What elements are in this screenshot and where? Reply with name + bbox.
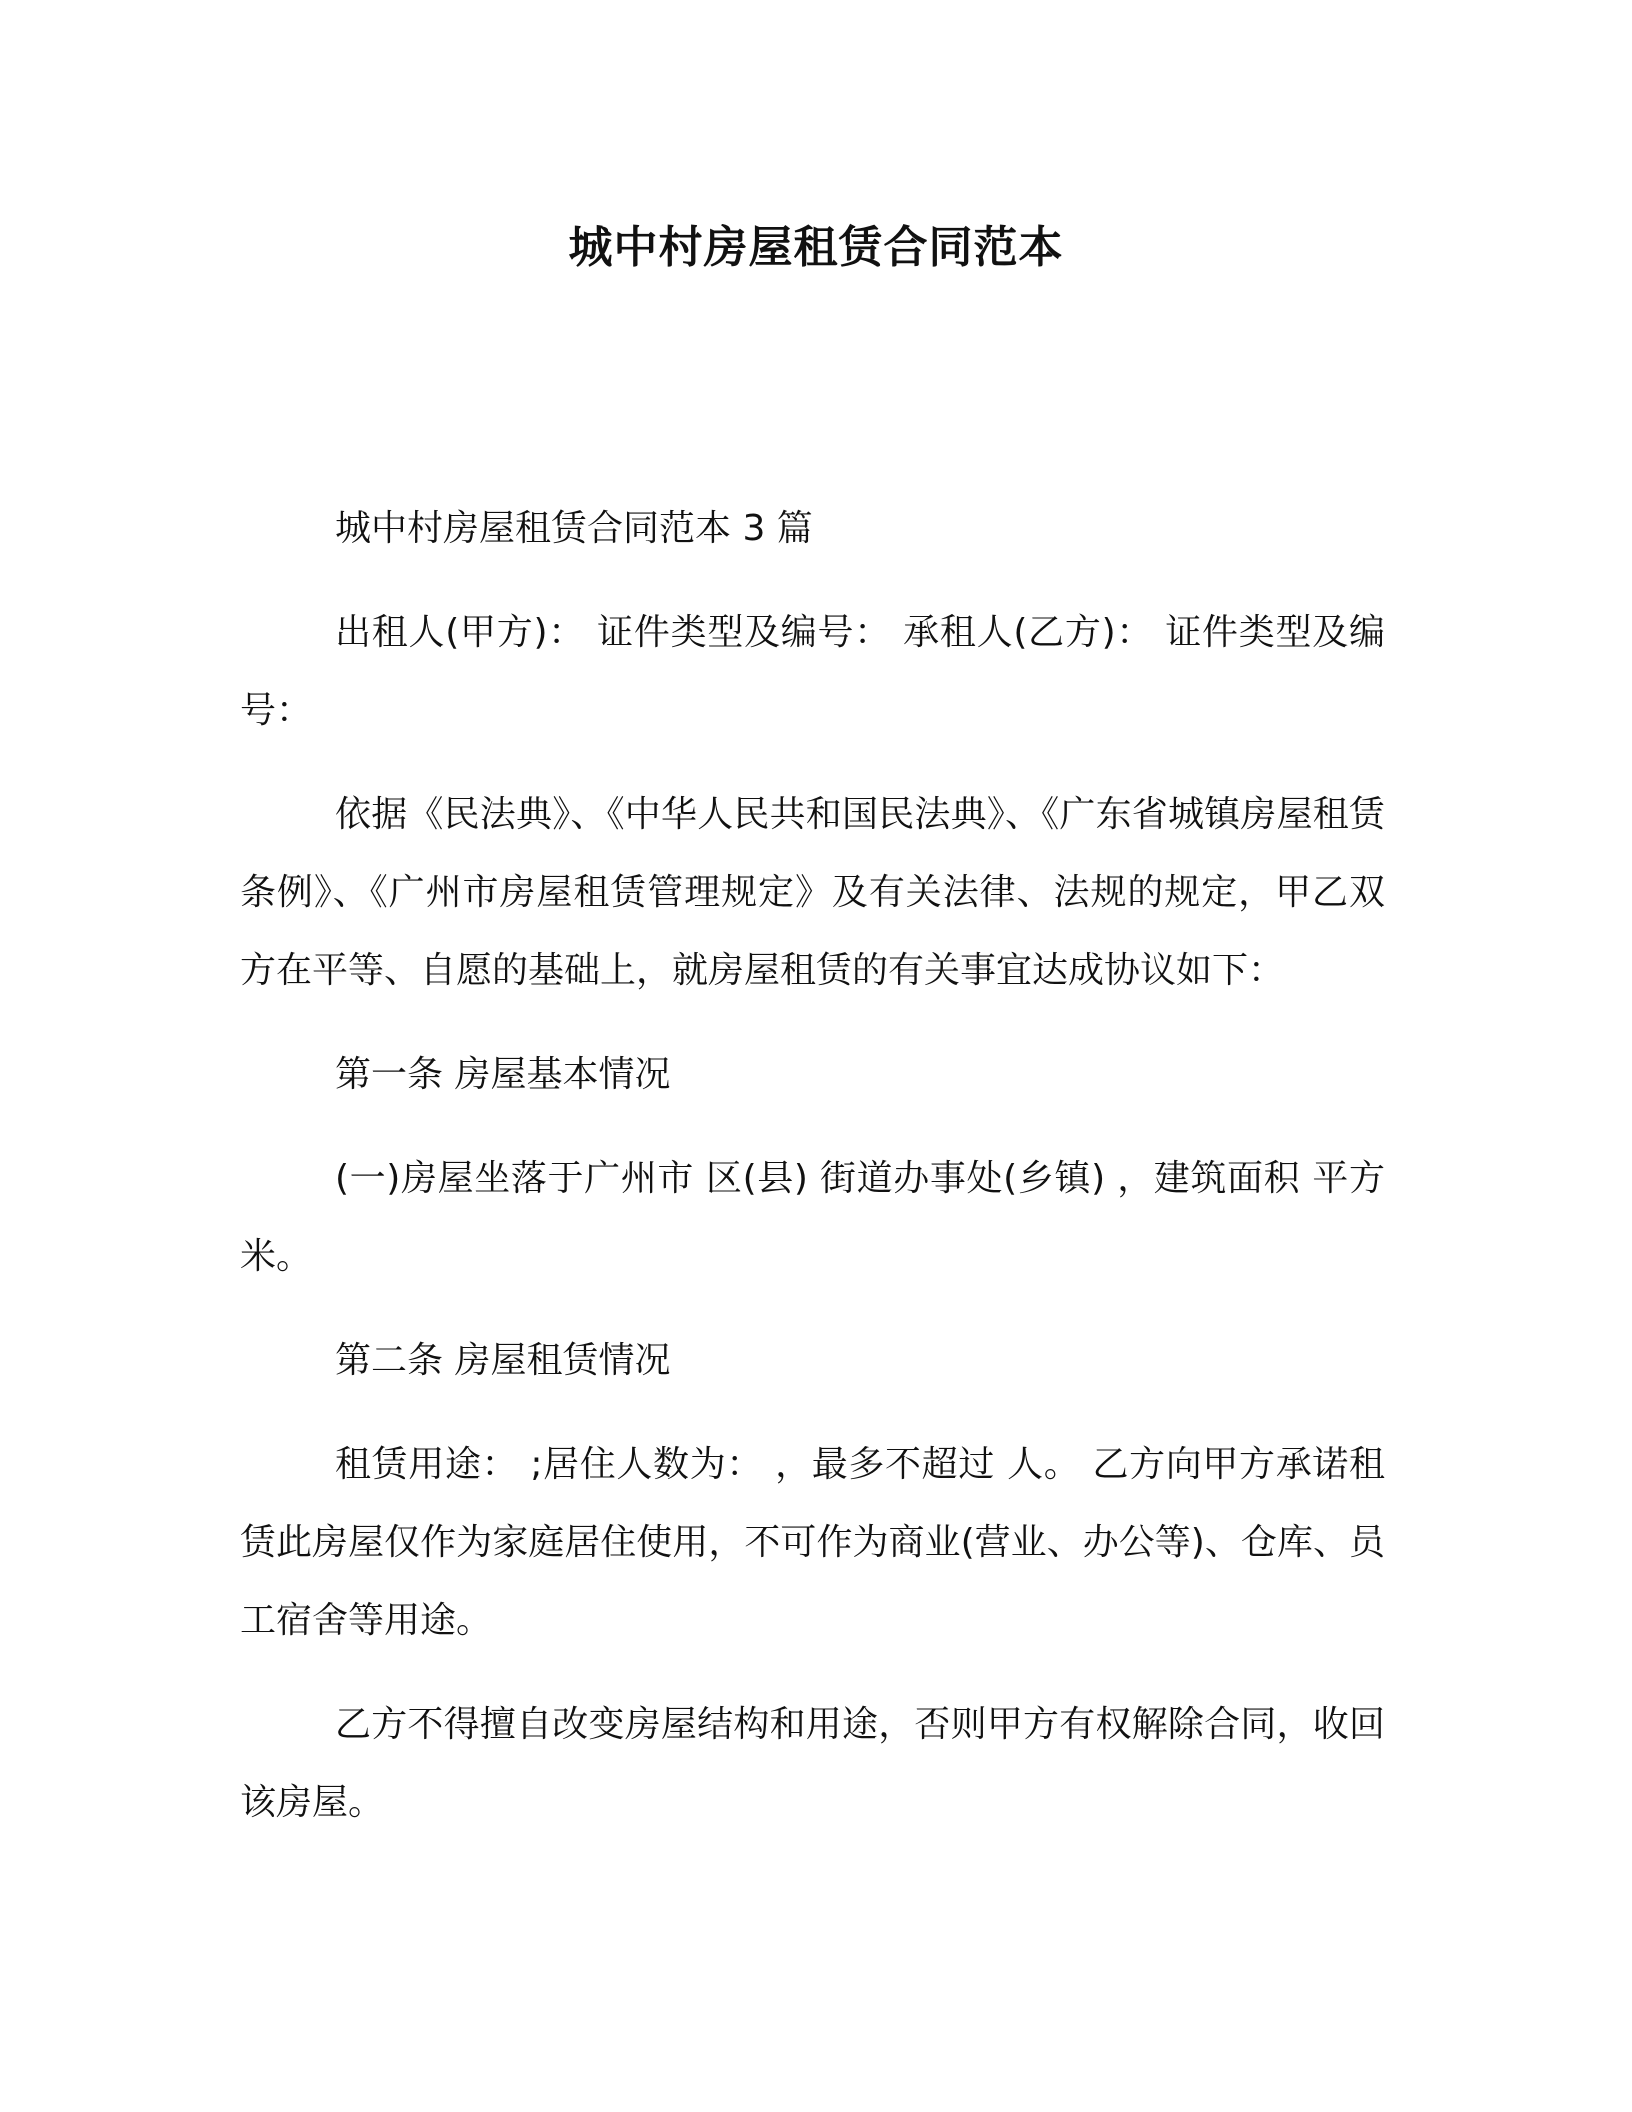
document-body	[240, 490, 1385, 1868]
document-title: 城中村房屋租赁合同范本	[568, 222, 1064, 273]
paragraph-subtitle: 城中村房屋租赁合同范本 3 篇	[335, 508, 813, 549]
section-heading-2: 第二条 房屋租赁情况	[335, 1340, 671, 1381]
paragraph-structure-restriction: 乙方不得擅自改变房屋结构和用途，否则甲方有权解除合同，收回该房屋。	[240, 1704, 1385, 1823]
paragraph-lease-purpose: 租赁用途： ;居住人数为： ，最多不超过 人。 乙方向甲方承诺租赁此房屋仅作为家庭居住使用，不可作为商业(营业、办公等)、仓库、员工宿舍等用途。	[240, 1444, 1385, 1641]
section-heading-1: 第一条 房屋基本情况	[335, 1054, 671, 1095]
paragraph-house-location: (一)房屋坐落于广州市 区(县) 街道办事处(乡镇) ，建筑面积 平方米。	[240, 1158, 1385, 1277]
paragraph-parties: 出租人(甲方)： 证件类型及编号： 承租人(乙方)： 证件类型及编号：	[240, 612, 1385, 731]
paragraph-legal-basis: 依据《民法典》、《中华人民共和国民法典》、《广东省城镇房屋租赁条例》、《广州市房屋租赁管理规定》及有关法律、法规的规定，甲乙双方在平等、自愿的基础上，就房屋租赁的有关事宜达成协议如下：	[240, 794, 1385, 991]
